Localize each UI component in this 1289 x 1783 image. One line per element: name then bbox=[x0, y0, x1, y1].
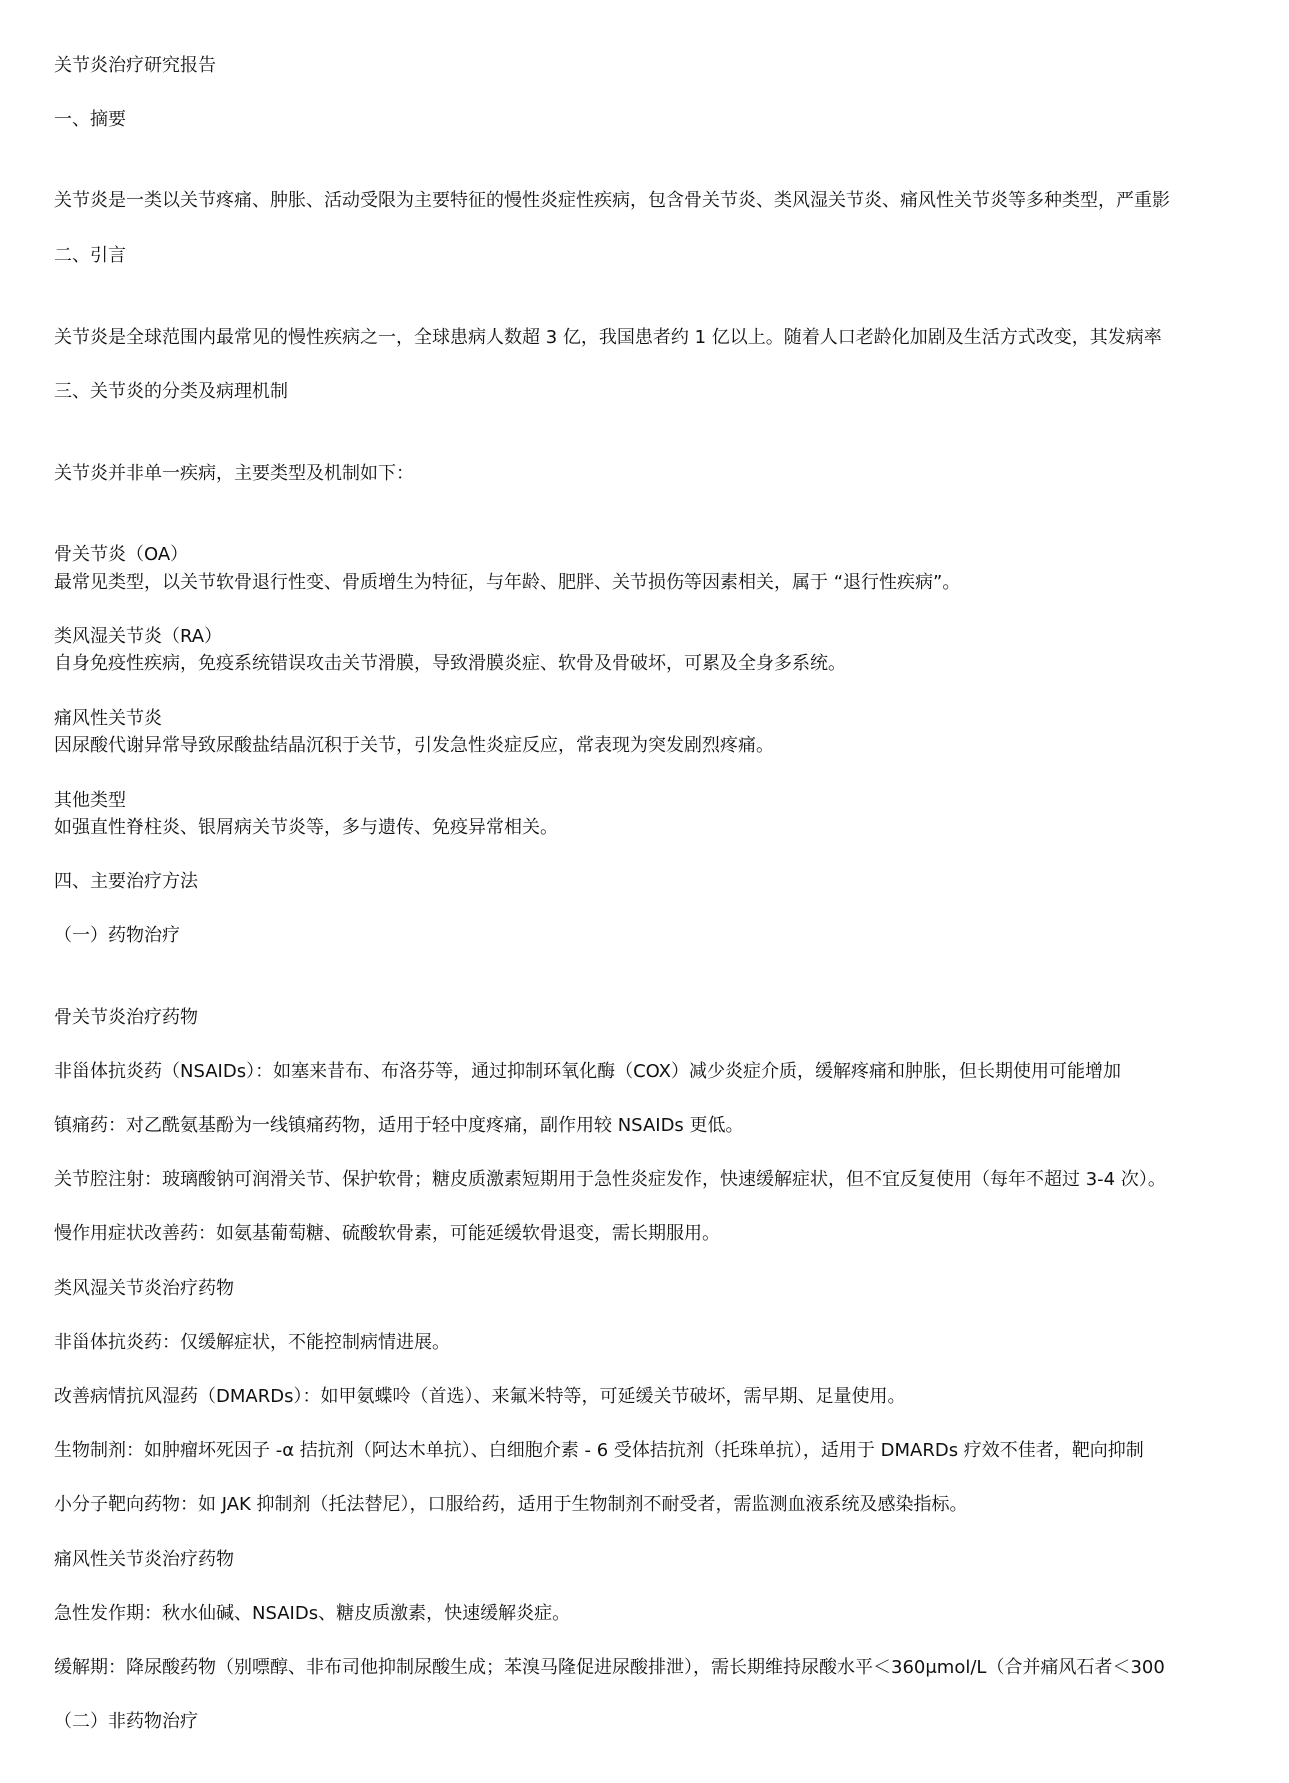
ra-drug-item: 小分子靶向药物：如 JAK 抑制剂（托法替尼），口服给药，适用于生物制剂不耐受者，需监测血液系统及感染指标。 bbox=[54, 1494, 968, 1515]
classification-intro: 关节炎并非单一疾病，主要类型及机制如下： bbox=[54, 463, 414, 484]
type-name-ra: 类风湿关节炎（RA） bbox=[54, 626, 223, 647]
gout-drugs-heading: 痛风性关节炎治疗药物 bbox=[54, 1549, 234, 1570]
classification-heading: 三、关节炎的分类及病理机制 bbox=[54, 381, 288, 402]
gout-drug-item: 缓解期：降尿酸药物（别嘌醇、非布司他抑制尿酸生成；苯溴马隆促进尿酸排泄），需长期维持尿酸水平＜360μmol/L（合并痛风石者＜300 bbox=[54, 1657, 1165, 1678]
gout-drug-item: 急性发作期：秋水仙碱、NSAIDs、糖皮质激素，快速缓解炎症。 bbox=[54, 1603, 571, 1624]
type-name-gout: 痛风性关节炎 bbox=[54, 708, 162, 729]
oa-drug-item: 关节腔注射：玻璃酸钠可润滑关节、保护软骨；糖皮质激素短期用于急性炎症发作，快速缓解症状，但不宜反复使用（每年不超过 3-4 次）。 bbox=[54, 1169, 1166, 1190]
drug-treatment-heading: （一）药物治疗 bbox=[54, 925, 180, 946]
intro-heading: 二、引言 bbox=[54, 245, 126, 266]
type-desc-ra: 自身免疫性疾病，免疫系统错误攻击关节滑膜，导致滑膜炎症、软骨及骨破坏，可累及全身多系统。 bbox=[54, 653, 846, 674]
type-desc-oa: 最常见类型，以关节软骨退行性变、骨质增生为特征，与年龄、肥胖、关节损伤等因素相关，属于 “退行性疾病”。 bbox=[54, 572, 961, 593]
type-name-oa: 骨关节炎（OA） bbox=[54, 544, 189, 565]
type-desc-gout: 因尿酸代谢异常导致尿酸盐结晶沉积于关节，引发急性炎症反应，常表现为突发剧烈疼痛。 bbox=[54, 735, 774, 756]
abstract-paragraph: 关节炎是一类以关节疼痛、肿胀、活动受限为主要特征的慢性炎症性疾病，包含骨关节炎、类风湿关节炎、痛风性关节炎等多种类型，严重影 bbox=[54, 190, 1170, 211]
ra-drugs-heading: 类风湿关节炎治疗药物 bbox=[54, 1278, 234, 1299]
abstract-heading: 一、摘要 bbox=[54, 109, 126, 130]
ra-drug-item: 非甾体抗炎药：仅缓解症状，不能控制病情进展。 bbox=[54, 1332, 450, 1353]
non-drug-treatment-heading: （二）非药物治疗 bbox=[54, 1711, 198, 1732]
ra-drug-item: 生物制剂：如肿瘤坏死因子 -α 拮抗剂（阿达木单抗）、白细胞介素 - 6 受体拮抗剂（托珠单抗），适用于 DMARDs 疗效不佳者，靶向抑制 bbox=[54, 1440, 1144, 1461]
treatment-heading: 四、主要治疗方法 bbox=[54, 871, 198, 892]
type-desc-other: 如强直性脊柱炎、银屑病关节炎等，多与遗传、免疫异常相关。 bbox=[54, 817, 558, 838]
oa-drug-item: 慢作用症状改善药：如氨基葡萄糖、硫酸软骨素，可能延缓软骨退变，需长期服用。 bbox=[54, 1223, 720, 1244]
document-title: 关节炎治疗研究报告 bbox=[54, 55, 216, 76]
intro-paragraph: 关节炎是全球范围内最常见的慢性疾病之一，全球患病人数超 3 亿，我国患者约 1 亿以上。随着人口老龄化加剧及生活方式改变，其发病率 bbox=[54, 327, 1162, 348]
oa-drugs-heading: 骨关节炎治疗药物 bbox=[54, 1007, 198, 1028]
oa-drug-item: 非甾体抗炎药（NSAIDs）：如塞来昔布、布洛芬等，通过抑制环氧化酶（COX）减少炎症介质，缓解疼痛和肿胀，但长期使用可能增加 bbox=[54, 1061, 1121, 1082]
ra-drug-item: 改善病情抗风湿药（DMARDs）：如甲氨蝶呤（首选）、来氟米特等，可延缓关节破坏，需早期、足量使用。 bbox=[54, 1386, 906, 1407]
type-name-other: 其他类型 bbox=[54, 790, 126, 811]
oa-drug-item: 镇痛药：对乙酰氨基酚为一线镇痛药物，适用于轻中度疼痛，副作用较 NSAIDs 更低。 bbox=[54, 1115, 744, 1136]
